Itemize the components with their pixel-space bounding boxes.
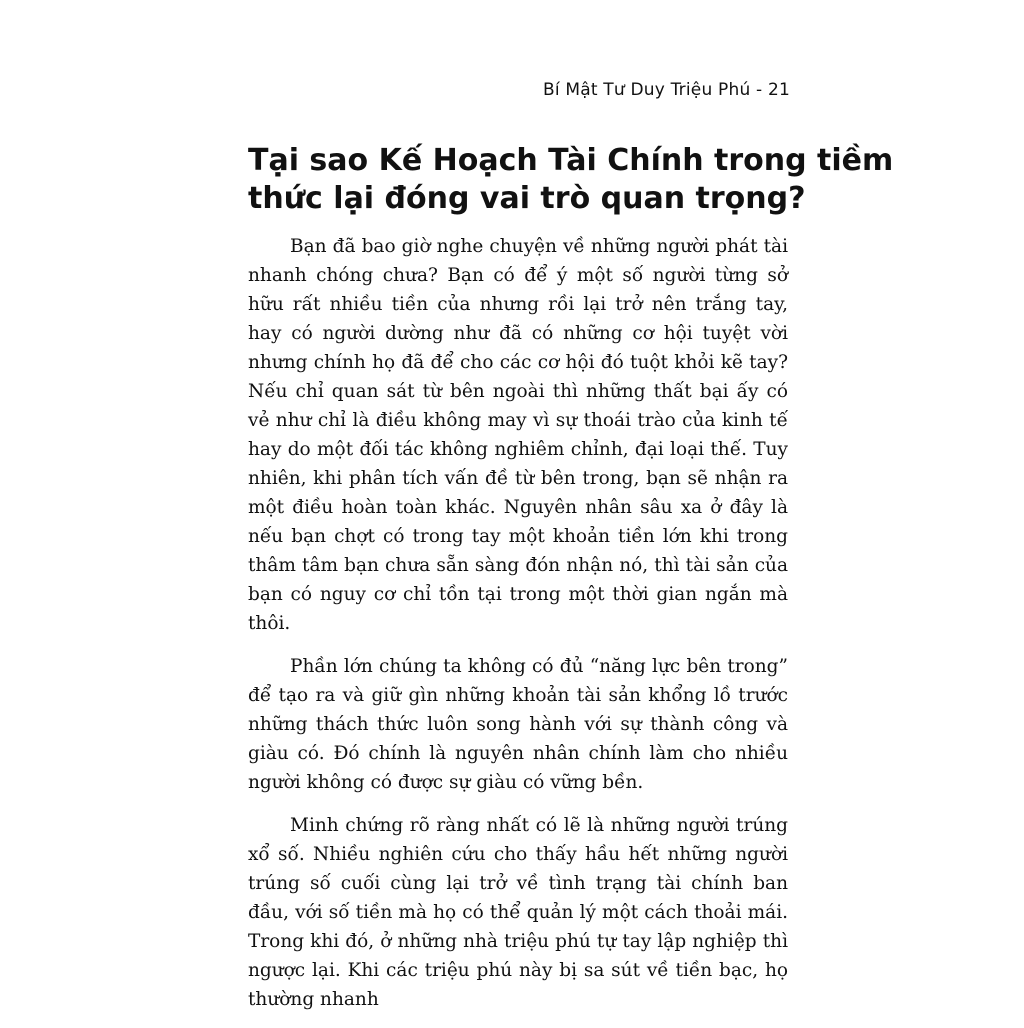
chapter-title	[248, 142, 894, 218]
paragraph-2: Phần lớn chúng ta không có đủ “năng lực bên trong” để tạo ra và giữ gìn những khoản tài sản khổng lồ trước những thách thức luôn song hành với sự thành công và giàu có. Đó chính là nguyên nhân chính làm cho nhiều người không có được sự giàu có vững bền.	[248, 656, 788, 793]
paragraph-3: Minh chứng rõ ràng nhất có lẽ là những người trúng xổ số. Nhiều nghiên cứu cho thấy hầu hết những người trúng số cuối cùng lại trở về tình trạng tài chính ban đầu, với số tiền mà họ có thể quản lý một cách thoải mái. Trong khi đó, ở những nhà triệu phú tự tay lập nghiệp thì ngược lại. Khi các triệu phú này bị sa sút về tiền bạc, họ thường nhanh	[248, 815, 788, 1010]
paragraph-1: Bạn đã bao giờ nghe chuyện về những người phát tài nhanh chóng chưa? Bạn có để ý một số người từng sở hữu rất nhiều tiền của nhưng rồi lại trở nên trắng tay, hay có người dường như đã có những cơ hội tuyệt vời nhưng chính họ đã để cho các cơ hội đó tuột khỏi kẽ tay? Nếu chỉ quan sát từ bên ngoài thì những thất bại ấy có vẻ như chỉ là điều không may vì sự thoái trào của kinh tế hay do một đối tác không nghiêm chỉnh, đại loại thế. Tuy nhiên, khi phân tích vấn đề từ bên trong, bạn sẽ nhận ra một điều hoàn toàn khác. Nguyên nhân sâu xa ở đây là nếu bạn chợt có trong tay một khoản tiền lớn khi trong thâm tâm bạn chưa sẵn sàng đón nhận nó, thì tài sản của bạn có nguy cơ chỉ tồn tại trong một thời gian ngắn mà thôi.	[248, 236, 788, 634]
chapter-title-line-1: Tại sao Kế Hoạch Tài Chính trong tiềm	[248, 143, 894, 178]
body-text	[248, 232, 788, 1028]
chapter-title-line-2: thức lại đóng vai trò quan trọng?	[248, 181, 806, 216]
running-header: Bí Mật Tư Duy Triệu Phú - 21	[542, 80, 790, 100]
